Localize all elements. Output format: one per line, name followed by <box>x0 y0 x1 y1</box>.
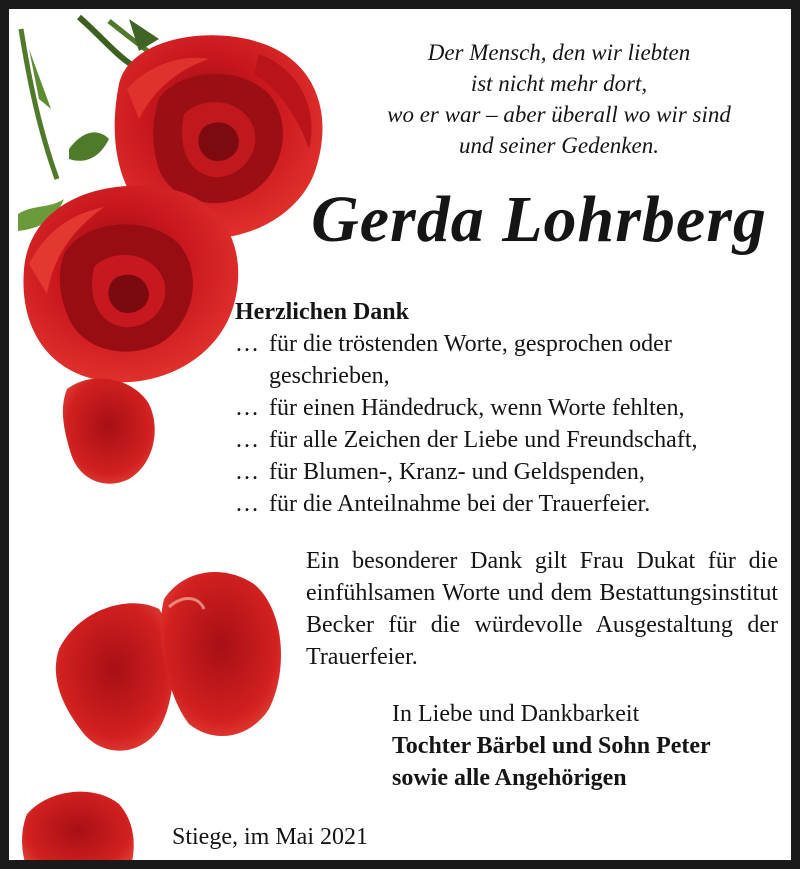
lower-rose <box>23 186 238 383</box>
list-item-text: für Blumen-, Kranz- und Geldspenden, <box>269 459 645 485</box>
ellipsis: … <box>235 427 259 453</box>
rose-petal-image <box>56 603 173 750</box>
list-item <box>235 456 785 488</box>
special-thanks-paragraph: Ein besonderer Dank gilt Frau Dukat für die einfühlsamen Worte und dem Bestattungsinstitut Becker für die würdevolle Ausgestaltung der Trauerfeier. <box>306 548 778 670</box>
ellipsis: … <box>235 459 259 485</box>
rose-petal-image <box>63 378 155 483</box>
ellipsis: … <box>235 395 259 421</box>
list-item <box>235 488 785 520</box>
thanks-section <box>235 296 785 520</box>
list-item <box>235 328 785 360</box>
thanks-heading: Herzlichen Dank <box>235 299 409 325</box>
poem-line: Der Mensch, den wir liebten <box>427 40 691 65</box>
list-item-text: für die Anteilnahme bei der Trauerfeier. <box>269 491 651 517</box>
signoff-intro: In Liebe und Dankbarkeit <box>392 701 640 727</box>
list-item <box>235 392 785 424</box>
memorial-poem <box>339 37 779 161</box>
signoff <box>392 698 792 794</box>
deceased-name: Gerda Lohrberg <box>311 183 767 256</box>
list-item-text: für einen Händedruck, wenn Worte fehlten, <box>269 395 685 421</box>
list-item <box>235 424 785 456</box>
list-item-text: für alle Zeichen der Liebe und Freundschaft, <box>269 427 698 453</box>
thanks-list <box>235 328 785 520</box>
family-line: Tochter Bärbel und Sohn Peter <box>392 733 711 759</box>
poem-line: ist nicht mehr dort, <box>470 71 648 96</box>
rose-petal-image <box>161 572 281 736</box>
family-line: sowie alle Angehörigen <box>392 765 627 791</box>
ellipsis: … <box>235 331 259 357</box>
poem-line: wo er war – aber überall wo wir sind <box>387 102 731 127</box>
list-item-continuation: geschrieben, <box>269 363 390 389</box>
place-and-date: Stiege, im Mai 2021 <box>172 824 368 850</box>
poem-line: und seiner Gedenken. <box>459 133 659 158</box>
rose-petal-image <box>22 792 134 869</box>
ellipsis: … <box>235 491 259 517</box>
list-item-text: für die tröstenden Worte, gesprochen oder <box>269 331 672 357</box>
